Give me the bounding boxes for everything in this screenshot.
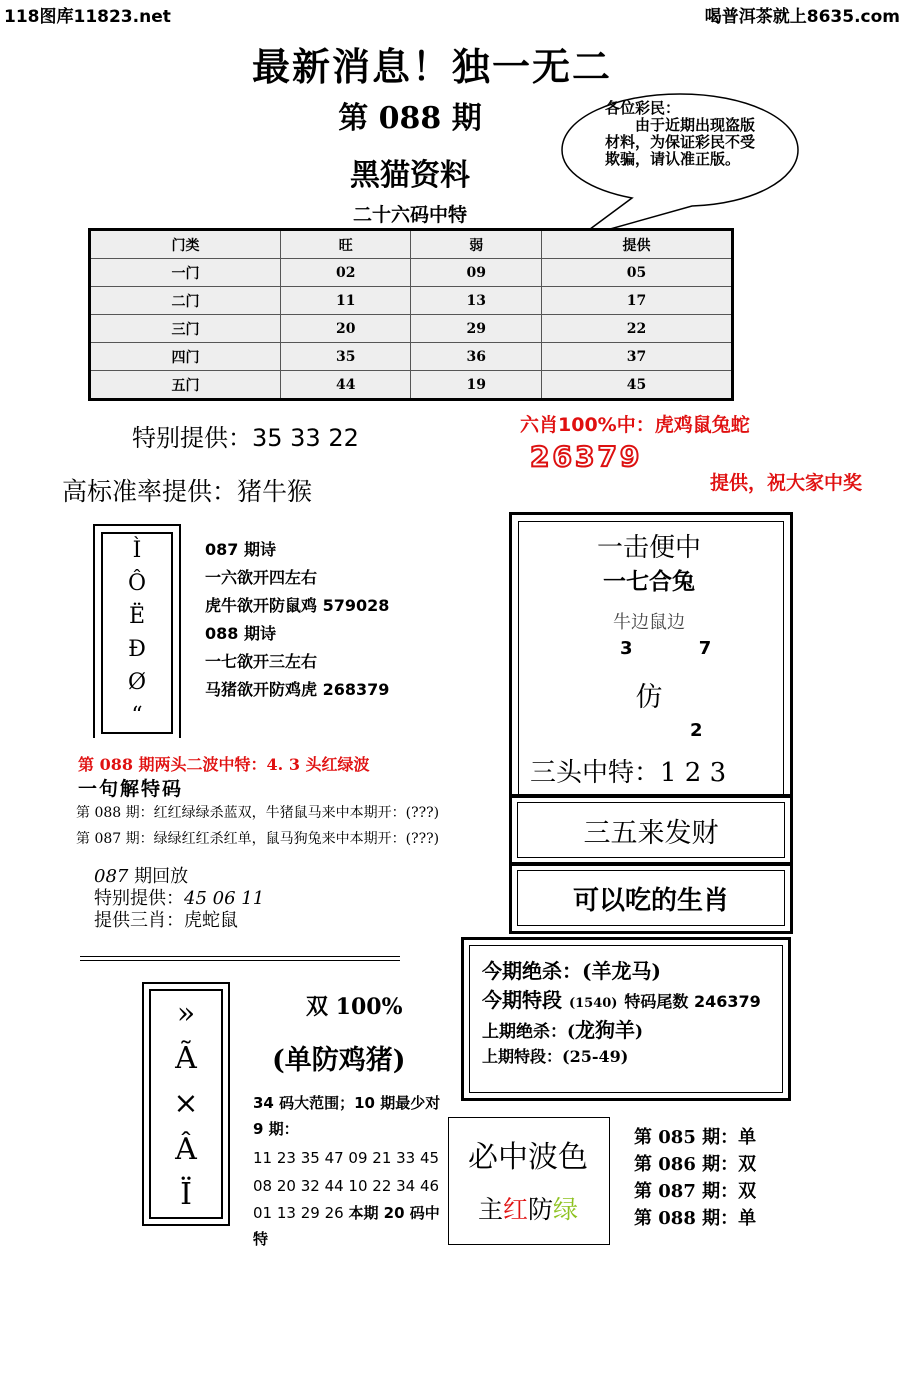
sanwu-frame <box>517 802 785 858</box>
glyph: Ã <box>175 1041 197 1077</box>
edible-zodiac-frame <box>517 870 785 926</box>
poem-glyph-box-inner <box>101 532 173 734</box>
numbers-line-last: 01 13 29 26 <box>253 1204 344 1222</box>
replay-title-text: 期回放 <box>134 866 189 887</box>
hit-title: 一击便中 <box>596 533 701 563</box>
special-section-label: 今期特段 <box>482 988 562 1012</box>
table-row <box>90 315 733 343</box>
wave-red: 红 <box>502 1195 528 1224</box>
poem-line: 马猪欲开防鸡虎 268379 <box>205 680 390 699</box>
glyph: » <box>176 996 196 1032</box>
wave-color-sub <box>448 1190 608 1226</box>
wave-line: 第 088 期两头二波中特：4. 3 头红绿波 <box>78 755 370 774</box>
poem-line: 一六欲开四左右 <box>205 568 318 587</box>
table-cell: 02 <box>281 259 411 287</box>
replay-title <box>94 866 264 888</box>
site-name-right[interactable]: 喝普洱茶就上8635.com <box>704 7 900 27</box>
special-section <box>482 984 761 1013</box>
table-cell: 29 <box>411 315 541 343</box>
sanwu-box <box>509 794 793 866</box>
glyph: “ <box>131 703 143 728</box>
range-text: 34 码大范围；10 期最少对 9 期： <box>253 1094 441 1138</box>
table-cell: 五门 <box>90 371 281 400</box>
glyph: Â <box>175 1131 197 1167</box>
wave-color-title: 必中波色 <box>468 1140 588 1175</box>
table-cell: 提供 <box>541 230 732 259</box>
issue-number: 第 088 期 <box>338 101 482 136</box>
glyph: Ð <box>128 637 146 662</box>
hit-two: 2 <box>690 720 703 741</box>
red-outlined-number: 26379 <box>530 440 643 473</box>
bubble-text <box>605 100 767 184</box>
history-list <box>634 1124 756 1232</box>
poem-glyph-box <box>93 524 181 738</box>
wave-guard: 防 <box>528 1195 554 1224</box>
replay-title-num: 087 <box>94 866 129 887</box>
red-wish: 提供，祝大家中奖 <box>710 472 863 494</box>
table-cell: 一门 <box>90 259 281 287</box>
divider <box>80 960 400 961</box>
history-item: 第 087 期：双 <box>634 1181 757 1202</box>
history-item: 第 085 期：单 <box>634 1127 757 1148</box>
table-cell: 二门 <box>90 287 281 315</box>
kill-last-b: 龙狗羊 <box>575 1018 636 1042</box>
table-cell: 22 <box>541 315 732 343</box>
table-cell: 37 <box>541 343 732 371</box>
numbers-block <box>253 1144 453 1252</box>
kill-this-issue: 今期绝杀：(羊龙马) <box>482 959 661 983</box>
replay-block <box>94 866 264 932</box>
table-cell: 旺 <box>281 230 411 259</box>
bubble-greeting: 各位彩民： <box>605 100 681 117</box>
wave-green: 绿 <box>553 1195 579 1224</box>
replay-special <box>94 888 264 910</box>
numbers-tail: 本期 20 码中特 <box>253 1204 440 1248</box>
riddle-087: 第 087 期：绿绿红红杀红单，鼠马狗兔来中本期开：(???) <box>76 831 440 847</box>
table-cell: 门类 <box>90 230 281 259</box>
last-special-section: 上期特段：(25-49) <box>482 1047 629 1066</box>
history-item: 第 088 期：单 <box>634 1208 757 1229</box>
replay-special-nums: 45 06 11 <box>184 888 265 909</box>
table-row <box>90 371 733 400</box>
table-row <box>90 259 733 287</box>
high-standard-offer: 高标准率提供：猪牛猴 <box>62 477 313 506</box>
hit-subtitle: 一七合兔 <box>603 568 695 595</box>
numbers-line: 08 20 32 44 10 22 34 46 <box>253 1177 440 1195</box>
table-cell: 11 <box>281 287 411 315</box>
sanwu-text: 三五来发财 <box>583 817 719 849</box>
table-cell: 13 <box>411 287 541 315</box>
wave-main: 主 <box>477 1195 503 1224</box>
edible-zodiac-text: 可以吃的生肖 <box>572 885 729 916</box>
table-cell: 四门 <box>90 343 281 371</box>
glyph: Ø <box>127 670 147 695</box>
double-100: 双 100% <box>306 994 403 1020</box>
poem-line: 087 期诗 <box>205 540 276 559</box>
one-line-title: 一句解特码 <box>78 778 184 800</box>
table-cell: 三门 <box>90 315 281 343</box>
table-row <box>90 343 733 371</box>
glyph: Ï <box>180 1176 192 1212</box>
glyph: Ì <box>132 538 142 563</box>
special-section-tail: 特码尾数 246379 <box>624 992 761 1011</box>
table-cell: 44 <box>281 371 411 400</box>
kill-last-a: 上期绝杀：( <box>482 1022 576 1042</box>
hit-edge: 牛边鼠边 <box>613 612 685 633</box>
hit-numbers: 3 7 <box>620 638 742 659</box>
table-header-row <box>90 230 733 259</box>
bubble-message: 由于近期出现盗版材料，为保证彩民不受欺骗，请认准正版。 <box>605 116 756 168</box>
kill-last-c: ) <box>635 1022 644 1042</box>
poem-block <box>205 536 389 704</box>
table-cell: 弱 <box>411 230 541 259</box>
page-subtitle: 黑猫资料 <box>350 158 470 193</box>
special-offer: 特别提供：35 33 22 <box>132 424 359 452</box>
replay-special-label: 特别提供： <box>94 888 184 909</box>
numbers-line <box>253 1200 453 1252</box>
riddle-088: 第 088 期：红红绿绿杀蓝双，牛猪鼠马来中本期开：(???) <box>76 805 440 821</box>
poem-line: 虎牛欲开防鼠鸡 579028 <box>205 596 390 615</box>
table-caption: 二十六码中特 <box>352 204 467 226</box>
glyph: × <box>173 1086 199 1122</box>
glyph: Ô <box>127 571 147 596</box>
glyph: Ë <box>128 604 146 629</box>
edible-zodiac-box <box>509 862 793 934</box>
table-cell: 05 <box>541 259 732 287</box>
hit-fang: 仿 <box>635 682 663 713</box>
kill-last-issue <box>482 1014 643 1043</box>
three-heads: 三头中特：1 2 3 <box>530 758 727 788</box>
table-cell: 17 <box>541 287 732 315</box>
history-item: 第 086 期：双 <box>634 1154 757 1175</box>
single-guard: (单防鸡猪) <box>272 1045 406 1076</box>
replay-sanxiao: 提供三肖：虎蛇鼠 <box>94 910 238 931</box>
site-name-left[interactable]: 118图库11823.net <box>4 7 171 27</box>
table-cell: 19 <box>411 371 541 400</box>
bottom-glyph-box <box>142 982 230 1226</box>
poem-line: 088 期诗 <box>205 624 276 643</box>
six-zodiac-line: 六肖100%中：虎鸡鼠兔蛇 <box>520 414 750 436</box>
door-table <box>88 228 734 401</box>
table-row <box>90 287 733 315</box>
table-cell: 35 <box>281 343 411 371</box>
page-title: 最新消息！独一无二 <box>251 44 612 89</box>
bottom-glyph-box-inner <box>149 989 223 1219</box>
numbers-line: 11 23 35 47 09 21 33 45 <box>253 1149 440 1167</box>
poem-line: 一七欲开三左右 <box>205 652 318 671</box>
table-cell: 36 <box>411 343 541 371</box>
divider <box>80 956 400 957</box>
table-cell: 20 <box>281 315 411 343</box>
table-cell: 45 <box>541 371 732 400</box>
table-cell: 09 <box>411 259 541 287</box>
special-section-code: (1540) <box>568 996 618 1011</box>
